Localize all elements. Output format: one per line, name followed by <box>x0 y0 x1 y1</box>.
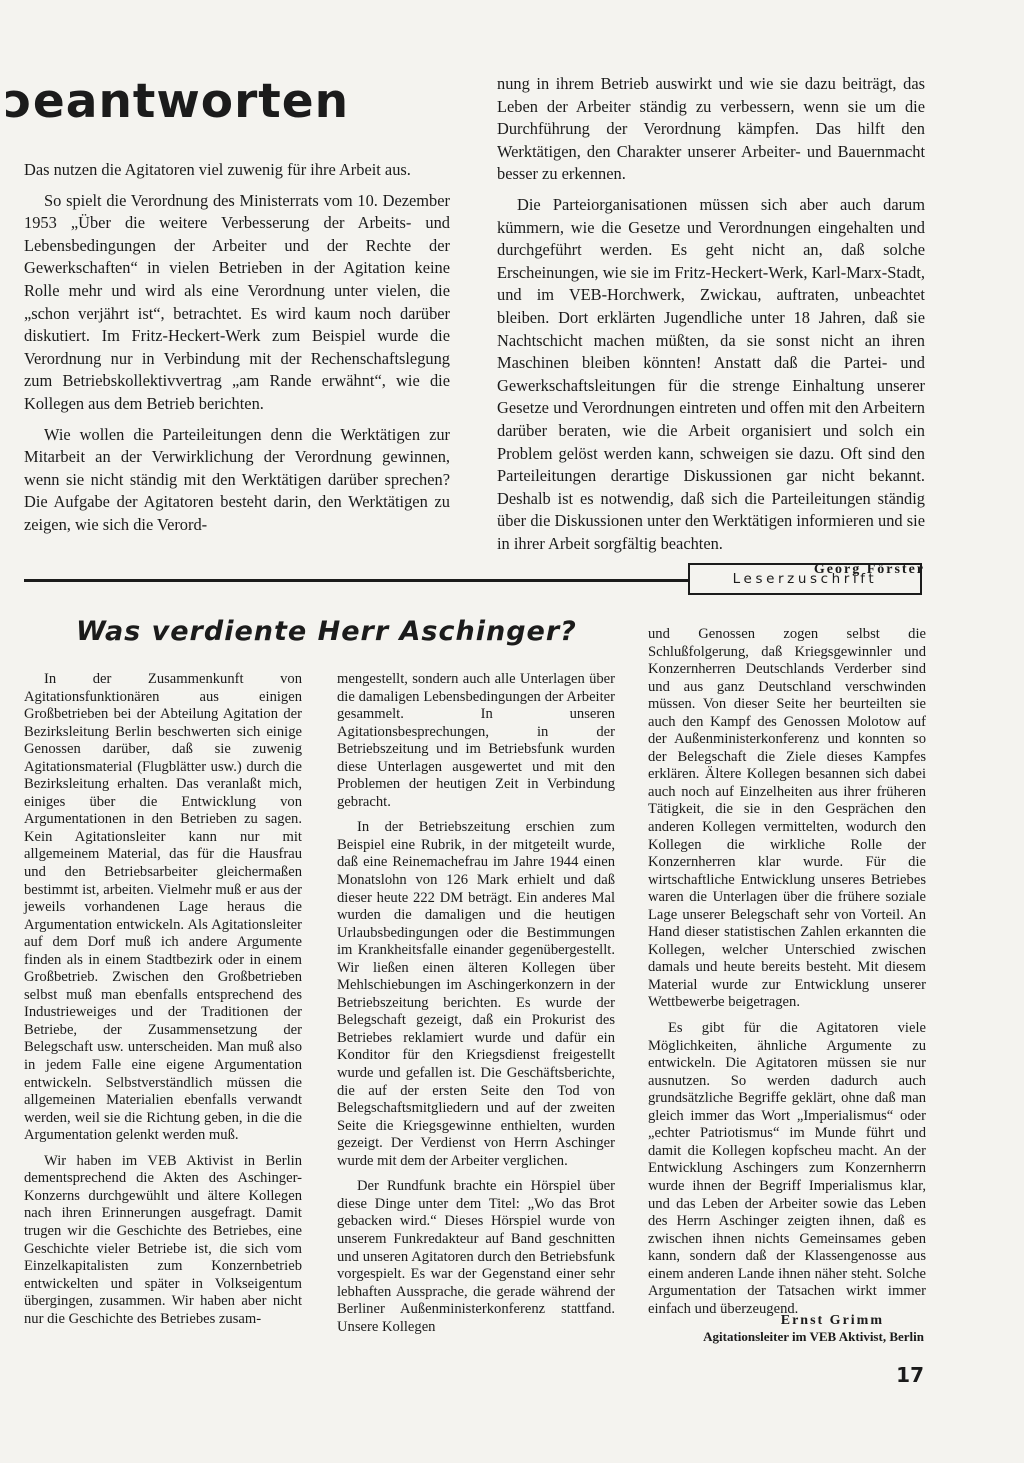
paragraph: So spielt die Verordnung des Ministerrats vom 10. Dezember 1953 „Über die weitere Verbesserung der Arbeits- und Lebensbedingungen der Arbeiter und der Rechte der Gewerkschaften“ in vielen Betrieben in der Agitation keine Rolle mehr und wird als eine Verordnung unter vielen, die „schon verjährt ist“, betrachtet. Es wird kaum noch darüber diskutiert. Im Fritz-Heckert-Werk zum Beispiel wurde die Verordnung nur in Verbindung mit der Rechenschaftslegung zum Betriebskollektivvertrag „am Rande erwähnt“, wie die Kollegen aus dem Betrieb berichten. <box>24 190 450 413</box>
top-article-left-column <box>24 159 450 537</box>
letter-author <box>636 1313 924 1345</box>
article-signature: Georg Förster <box>813 562 925 578</box>
paragraph: nung in ihrem Betrieb auswirkt und wie sie dazu beiträgt, das Leben der Arbeiter ständig zu verbessern, wenn sie um die Durchführung der Verordnung kämpfen. Das hilft den Werktätigen, den Charakter unserer Arbeiter- und Bauernmacht besser zu erkennen. <box>497 74 925 184</box>
top-article-right-column <box>497 73 925 582</box>
paragraph: mengestellt, sondern auch alle Unterlagen über die damaligen Lebensbedingungen der Arbeiter gesammelt. In unseren Agitationsbesprechungen, in der Betriebszeitung und im Betriebsfunk wurden diese Unterlagen ausgewertet und mit den Problemen der heutigen Zeit in Verbindung gebracht. <box>337 671 615 810</box>
paragraph: und Genossen zogen selbst die Schlußfolgerung, daß Kriegsgewinnler und Konzernherren Deutschlands Verderber sind und aus ganz Deutschland verschwinden müssen. Von dieser Seite her beurteilten sie auch den Kampf des Genossen Molotow auf der Außenministerkonferenz und konnten so der Belegschaft die Ziele dieses Kampfes erklären. Ältere Kollegen besannen sich dabei auch noch auf Einzelheiten aus ihrer früheren Tätigkeit, die sie in den Gesprächen den anderen Kollegen vermittelten, wodurch den Kollegen die wirkliche Rolle der Konzernherren klar wurde. Für die wirtschaftliche Entwicklung unseres Betriebes waren die Unterlagen über die frühere soziale Lage unserer Belegschaft sehr von Vorteil. An Hand dieser statistischen Zahlen erkannten die Kollegen, welcher Unterschied zwischen damals und heute bereits besteht. Mit diesem Material wurde zur Entwicklung unserer Wettbewerbe beigetragen. <box>648 626 926 1011</box>
paragraph: Die Parteiorganisationen müssen sich aber auch darum kümmern, wie die Gesetze und Verordnungen eingehalten und durchgeführt werden. Es geht nicht an, daß solche Erscheinungen, wie sie im Fritz-Heckert-Werk, Karl-Marx-Stadt, und im VEB-Horchwerk, Zwickau, auftraten, unbeachtet bleiben. Dort erklärten Jugendliche unter 18 Jahren, daß sie Nachtschicht machen müßten, da sie sonst nicht an ihren Maschinen bleiben könnten! Anstatt daß die Partei- und Gewerkschaftsleitungen für die strenge Einhaltung unserer Gesetze und Verordnungen eintreten und offen mit den Arbeitern darüber beraten, wie die Arbeit organisiert und solch ein Problem gelöst werden kann, schweigen sie dazu. Oft sind den Parteileitungen derartige Diskussionen gar nicht bekannt. Deshalb ist es notwendig, daß sich die Parteileitungen ständig über die Diskussionen unter den Werktätigen informieren und sie in ihrer Arbeit sorgfältig beachten. <box>497 194 925 553</box>
author-role: Agitationsleiter im VEB Aktivist, Berlin <box>703 1329 924 1344</box>
letter-title: Was verdiente Herr Aschinger? <box>76 616 577 647</box>
paragraph: Wie wollen die Parteileitungen denn die Werktätigen zur Mitarbeit an der Verwirklichung der Verordnung gewinnen, wenn sie nicht ständig mit den Werktätigen darüber sprechen? Die Aufgabe der Agitatoren besteht darin, den Werktätigen zu zeigen, wie sich die Verord- <box>24 424 450 534</box>
paragraph: In der Betriebszeitung erschien zum Beispiel eine Rubrik, in der mitgeteilt wurde, daß eine Reinemachefrau im Jahre 1944 einen Monatslohn von 126 Mark erhielt und daß dieser heute 222 DM beträgt. Ein anderes Mal wurden die damaligen und die heutigen Urlaubsbedingungen oder die Bestimmungen im Krankheitsfalle einander gegenübergestellt. Wir ließen einen älteren Kollegen über Mehlschiebungen im Aschingerkonzern in der Betriebszeitung berichten. Es wurde der Belegschaft gezeigt, daß ein Prokurist des Betriebes reklamiert wurde und dafür ein Konditor für den Kriegsdienst freigestellt wurde und gefallen ist. Die Geschäftsberichte, die auf der ersten Seite den Tod von Belegschaftsmitgliedern und auf der zweiten Seite die Kriegsgewinne enthielten, wurden gezeigt. Der Verdienst von Herrn Aschinger wurde mit dem der Arbeiter verglichen. <box>337 819 615 1169</box>
paragraph: Es gibt für die Agitatoren viele Möglichkeiten, ähnliche Argumente zu entwickeln. Die Agitatoren müssen sie nur ausnutzen. So werden dadurch auch grundsätzliche Begriffe geklärt, ohne daß man gleich immer das Wort „Imperialismus“ oder „echter Patriotismus“ im Munde führt und damit die Kollegen kopfscheu macht. An der Entwicklung Aschingers zum Konzernherrn wurde ihnen der Begriff Imperialismus klar, und das Leben der Arbeiter sowie das Leben des Herrn Aschinger zeigten ihnen, daß es zwischen ihnen nichts Gemeinsames geben kann, sondern daß der Klassengenosse aus einem anderen Lande ihnen näher steht. Solche Argumentation der Tatsachen wirkt immer einfach und überzeugend. <box>648 1020 926 1317</box>
letter-column-1 <box>24 671 302 1328</box>
reader-letter-tag: Leserzuschrift <box>688 563 922 595</box>
paragraph: Wir haben im VEB Aktivist in Berlin dementsprechend die Akten des Aschinger-Konzerns durchgewühlt und ältere Kollegen nach ihren Erinnerungen ausgefragt. Damit trugen wir die Geschichte des Betriebes, eine Geschichte vieler Betriebe ist, die sich vom Einzelkapitalisten zum Konzernbetrieb entwickelten und später in Volkseigentum übergingen, zusammen. Wir haben aber nicht nur die Geschichte des Betriebes zusam- <box>24 1152 302 1327</box>
paragraph: Das nutzen die Agitatoren viel zuwenig für ihre Arbeit aus. <box>24 160 411 179</box>
paragraph: Der Rundfunk brachte ein Hörspiel über diese Dinge unter dem Titel: „Wo das Brot gebacken wird.“ Dieses Hörspiel wurde von unserem Funkredakteur auf Band geschnitten und unseren Agitatoren durch den Betriebsfunk vorgespielt. Es war der Gegenstand einer sehr lebhaften Aussprache, die gerade während der Berliner Außenministerkonferenz stattfand. Unsere Kollegen <box>337 1178 615 1335</box>
letter-column-2 <box>337 671 615 1336</box>
author-name: Ernst Grimm <box>780 1313 884 1328</box>
letter-column-3 <box>648 626 926 1318</box>
page-number: 17 <box>896 1363 924 1387</box>
paragraph: In der Zusammenkunft von Agitationsfunktionären aus einigen Großbetrieben bei der Abteilung Agitation der Bezirksleitung Berlin beschwerten sich einige Genossen darüber, daß sie zuwenig Agitationsmaterial (Flugblätter usw.) durch die Bezirksleitung erhalten. Das veranlaßt mich, einiges über die Entwicklung von Argumentationen in den Betrieben zu sagen. Kein Agitationsleiter kann nur mit allgemeinem Material, das für die Hausfrau und den Betriebsarbeiter gleichermaßen bestimmt ist, arbeiten. Vielmehr muß er aus der jeweils vorhandenen Lage heraus die Argumentation entwickeln. Als Agitationsleiter auf dem Dorf muß ich andere Argumente finden als in einem Stadtbezirk oder in einem Großbetrieb. Zwischen den Großbetrieben selbst muß man ebenfalls entsprechend des Industrieweiges und der Traditionen der Betriebe, der Zusammensetzung der Belegschaft usw. unterscheiden. Man muß also in jedem Falle eine eigene Argumentation entwickeln. Selbstverständlich müssen die allgemeinen Materialien ebenfalls verwandt werden, weil sie die Richtung geben, in die die Argumentation gelenkt werden muß. <box>24 671 302 1144</box>
section-divider <box>24 579 688 582</box>
article-heading: ɔeantworten <box>4 74 350 129</box>
